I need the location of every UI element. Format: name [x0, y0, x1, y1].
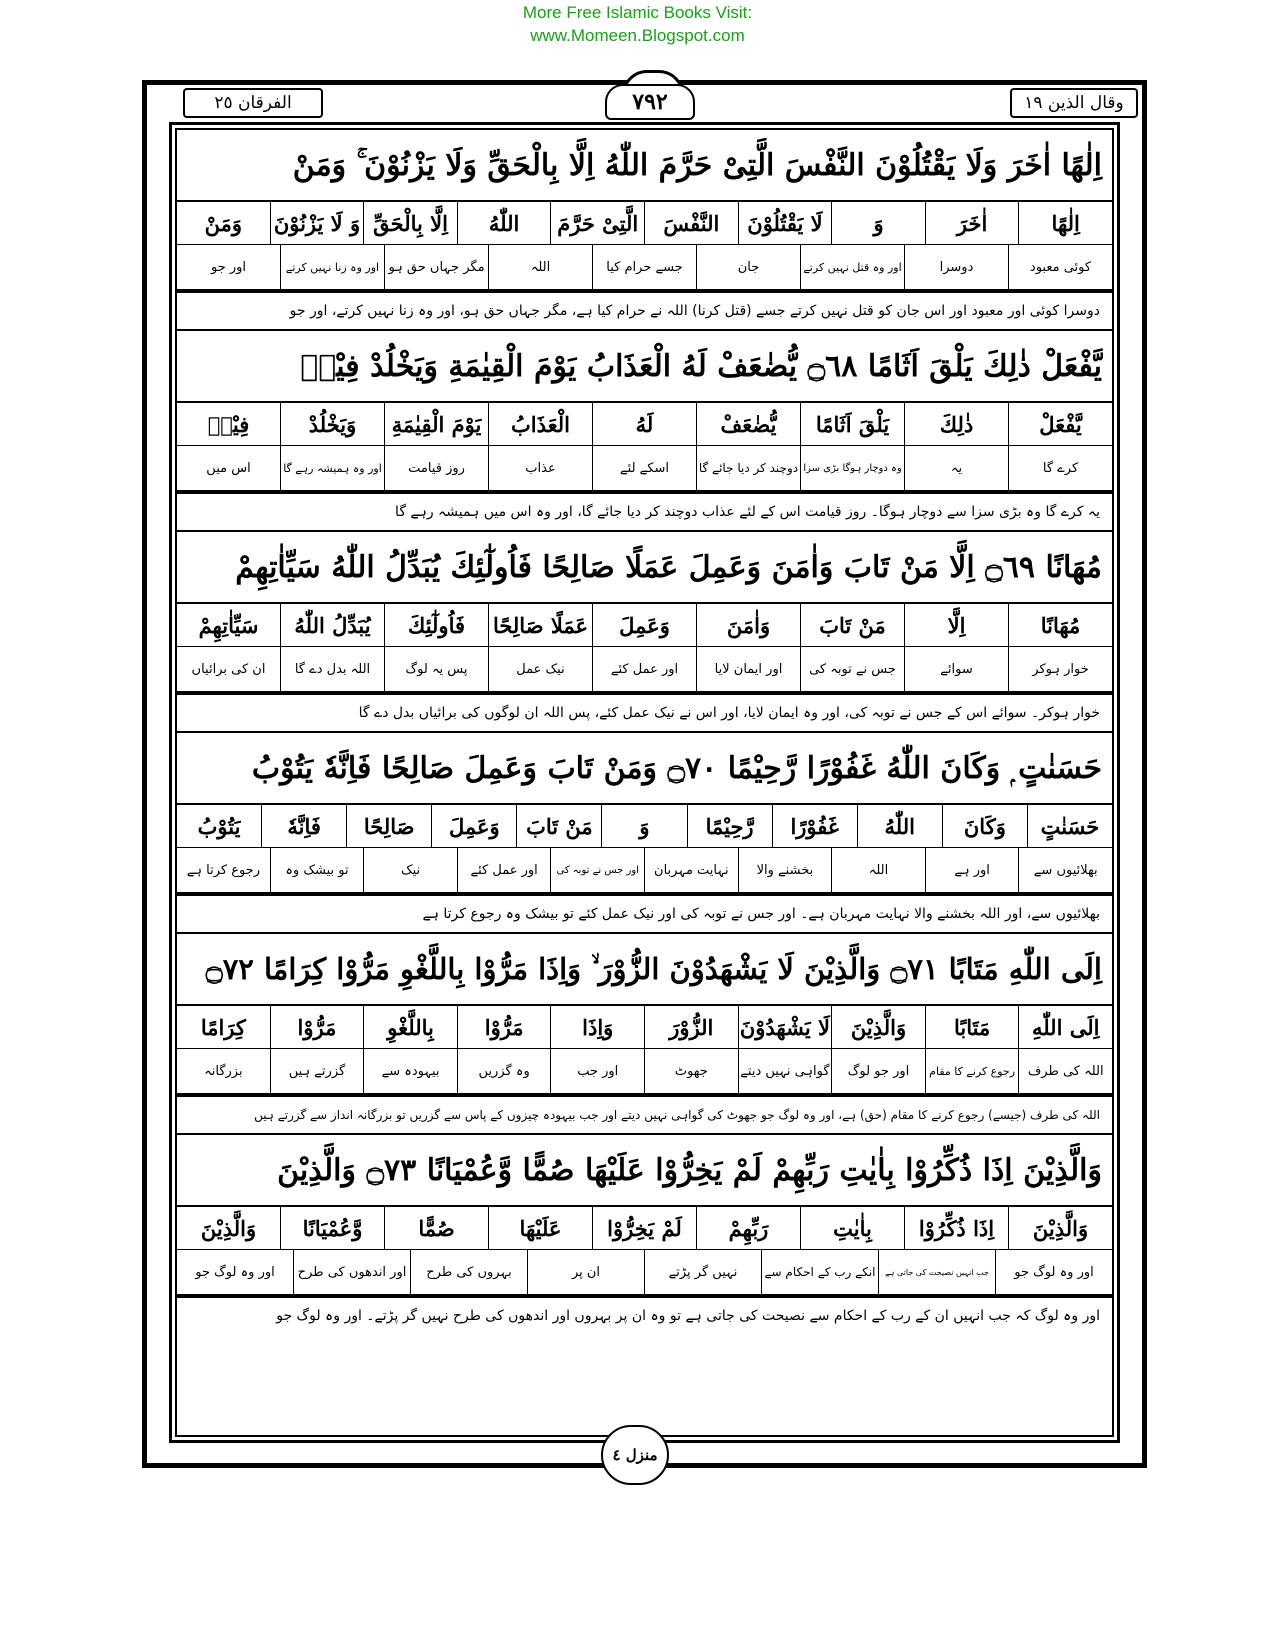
- urdu-meaning-cell: انکے رب کے احکام سے: [761, 1250, 878, 1294]
- urdu-meaning-cell: اور وہ ہمیشہ رہے گا: [280, 446, 384, 490]
- urdu-meaning-cell: جسے حرام کیا: [592, 245, 696, 289]
- arabic-word-cell: مَرُّوْا: [457, 1006, 551, 1048]
- arabic-word-cell: لَمْ يَخِرُّوْا: [592, 1207, 696, 1249]
- ayah-line: اِلٰهًا اٰخَرَ وَلَا يَقْتُلُوْنَ النَّفْسَ الَّتِىْ حَرَّمَ اللّٰهُ اِلَّا بِالْحَقِّ وَلَا يَزْنُوْنَ ۚ وَمَنْ: [177, 130, 1112, 202]
- urdu-meaning-cell: اور جس نے توبہ کی: [550, 848, 644, 892]
- arabic-word-cell: صُمًّا: [384, 1207, 488, 1249]
- manzil-badge: منزل ٤: [601, 1425, 669, 1485]
- arabic-word-cell: وَاٰمَنَ: [696, 604, 800, 646]
- arabic-word-cell: اِذَا ذُكِّرُوْا: [904, 1207, 1008, 1249]
- urdu-meaning-cell: عذاب: [488, 446, 592, 490]
- arabic-word-cell: صَالِحًا: [346, 805, 431, 847]
- urdu-meaning-cell: اور وہ زنا نہیں کرتے: [280, 245, 384, 289]
- arabic-word-cell: كِرَامًا: [200, 1014, 246, 1040]
- arabic-word-cell: اِلٰهًا: [1018, 202, 1112, 244]
- urdu-meanings-row: [177, 647, 1112, 693]
- arabic-word-cell: يَوْمَ الْقِيٰمَةِ: [384, 403, 488, 445]
- ayah-line: يَّفْعَلْ ذٰلِكَ يَلْقَ اَثَامًا ۝٦٨ يُّضٰعَفْ لَهُ الْعَذَابُ يَوْمَ الْقِيٰمَةِ وَيَخْلُدْ فِيْهٖ: [177, 331, 1112, 403]
- promo-line-1: More Free Islamic Books Visit:: [522, 3, 753, 22]
- urdu-meanings-row: [177, 848, 1112, 894]
- urdu-meaning-cell: اللہ کی طرف: [1018, 1049, 1112, 1093]
- urdu-meanings-row: [177, 1250, 1112, 1296]
- arabic-word-cell: اللّٰهُ: [857, 805, 942, 847]
- arabic-word-cell: سَيِّاٰتِهِمْ: [198, 612, 259, 638]
- arabic-word-cell: بِاللَّغْوِ: [363, 1006, 457, 1048]
- arabic-words-row: [177, 604, 1112, 647]
- urdu-meanings-row: [177, 245, 1112, 291]
- arabic-word-cell: فَاُولٰٓئِكَ: [384, 604, 488, 646]
- urdu-meaning-cell: جس نے توبہ کی: [800, 647, 904, 691]
- arabic-word-cell: فَاِنَّهٗ: [261, 805, 346, 847]
- arabic-word-cell: مَنْ تَابَ: [516, 805, 601, 847]
- urdu-meaning-cell: اسکے لئے: [592, 446, 696, 490]
- urdu-meaning-cell: اور وہ لوگ جو: [995, 1250, 1112, 1294]
- arabic-word-cell: وَكَانَ: [942, 805, 1027, 847]
- urdu-meaning-cell: سوائے: [904, 647, 1008, 691]
- arabic-word-cell: يَتُوْبُ: [197, 813, 241, 839]
- arabic-word-cell: مَنْ تَابَ: [800, 604, 904, 646]
- arabic-word-cell: عَلَيْهَا: [488, 1207, 592, 1249]
- urdu-meaning-cell: بھلائیوں سے: [1018, 848, 1112, 892]
- urdu-meaning-cell: دوچند کر دیا جائے گا: [696, 446, 800, 490]
- urdu-meaning-cell: خوار ہوکر: [1008, 647, 1112, 691]
- arabic-words-row: [177, 1207, 1112, 1250]
- arabic-word-cell: وَالَّذِيْنَ: [200, 1215, 257, 1241]
- urdu-meaning-cell: تو بیشک وہ: [270, 848, 364, 892]
- urdu-meaning-cell: اور اندھوں کی طرح: [293, 1250, 410, 1294]
- page-number: ٧٩٢: [605, 84, 695, 120]
- urdu-meaning-cell: روز قیامت: [384, 446, 488, 490]
- urdu-meaning-cell: نہیں گر پڑتے: [644, 1250, 761, 1294]
- promo-line-2[interactable]: www.Momeen.Blogspot.com: [530, 26, 745, 45]
- urdu-translation-line: یہ کرے گا وہ بڑی سزا سے دوچار ہوگا۔ روز قیامت اس کے لئے عذاب دوچند کر دیا جائے گا، اور وہ اس میں ہمیشہ رہے گا: [177, 494, 1112, 532]
- arabic-word-cell: وَاِذَا: [550, 1006, 644, 1048]
- urdu-meaning-cell: نیک: [363, 848, 457, 892]
- arabic-word-cell: وَمَنْ: [204, 210, 243, 236]
- arabic-word-cell: غَفُوْرًا: [772, 805, 857, 847]
- arabic-word-cell: وَعَمِلَ: [592, 604, 696, 646]
- urdu-translation-line: بھلائیوں سے، اور اللہ بخشنے والا نہایت مہربان ہے۔ اور جس نے توبہ کی اور نیک عمل کئے تو بیشک وہ رجوع کرتا ہے: [177, 896, 1112, 934]
- arabic-word-cell: وَ: [831, 202, 925, 244]
- urdu-meaning-cell: دوسرا: [904, 245, 1008, 289]
- arabic-word-cell: مُهَانًا: [1008, 604, 1112, 646]
- arabic-word-cell: لَهُ: [592, 403, 696, 445]
- arabic-words-row: [177, 202, 1112, 245]
- arabic-word-cell: وَ لَا يَزْنُوْنَ: [270, 202, 364, 244]
- arabic-word-cell: ذٰلِكَ: [904, 403, 1008, 445]
- arabic-word-cell: وَ: [601, 805, 686, 847]
- arabic-words-row: [177, 1006, 1112, 1049]
- urdu-meaning-cell: کرے گا: [1008, 446, 1112, 490]
- arabic-word-cell: يُّضٰعَفْ: [696, 403, 800, 445]
- urdu-meaning-cell: بزرگانہ: [204, 1063, 243, 1079]
- urdu-meaning-cell: رجوع کرتا ہے: [186, 862, 260, 878]
- ayah-line: حَسَنٰتٍ ۭ وَكَانَ اللّٰهُ غَفُوْرًا رَّحِيْمًا ۝٧٠ وَمَنْ تَابَ وَعَمِلَ صَالِحًا فَاِنَّهٗ يَتُوْبُ: [177, 733, 1112, 805]
- urdu-meaning-cell: جب انہیں نصیحت کی جاتی ہے: [878, 1250, 995, 1294]
- urdu-meaning-cell: اور وہ قتل نہیں کرتے: [800, 245, 904, 289]
- arabic-word-cell: لَا يَقْتُلُوْنَ: [738, 202, 832, 244]
- urdu-meaning-cell: گواہی نہیں دیتے: [738, 1049, 832, 1093]
- urdu-meaning-cell: اور عمل کئے: [457, 848, 551, 892]
- urdu-translation-line: خوار ہوکر۔ سوائے اس کے جس نے توبہ کی، اور وہ ایمان لایا، اور اس نے نیک عمل کئے، پس اللہ ان لوگوں کی برائیاں بدل دے گا: [177, 695, 1112, 733]
- arabic-word-cell: حَسَنٰتٍ: [1027, 805, 1112, 847]
- arabic-word-cell: رَّحِيْمًا: [687, 805, 772, 847]
- urdu-meaning-cell: اور وہ لوگ جو: [195, 1264, 275, 1280]
- urdu-meaning-cell: ان پر: [527, 1250, 644, 1294]
- urdu-meaning-cell: اللہ بدل دے گا: [280, 647, 384, 691]
- word-meaning-grid: [177, 1207, 1112, 1298]
- urdu-translation-line: اللہ کی طرف (جیسے) رجوع کرنے کا مقام (حق) ہے، اور وہ لوگ جو جھوٹ کی گواہی نہیں دیتے اور جب بیہودہ چیزوں کے پاس سے گزریں تو بزرگانہ انداز سے گزرتے ہیں: [177, 1097, 1112, 1135]
- urdu-meaning-cell: اللہ: [488, 245, 592, 289]
- word-meaning-grid: [177, 403, 1112, 494]
- arabic-word-cell: يُبَدِّلُ اللّٰهُ: [280, 604, 384, 646]
- urdu-meaning-cell: نہایت مہربان: [644, 848, 738, 892]
- word-meaning-grid: [177, 1006, 1112, 1097]
- arabic-word-cell: وَالَّذِيْنَ: [1008, 1207, 1112, 1249]
- arabic-word-cell: وَالَّذِيْنَ: [831, 1006, 925, 1048]
- arabic-words-row: [177, 805, 1112, 848]
- ayah-line: اِلَى اللّٰهِ مَتَابًا ۝٧١ وَالَّذِيْنَ لَا يَشْهَدُوْنَ الزُّوْرَ ۙ وَاِذَا مَرُّوْا بِاللَّغْوِ مَرُّوْا كِرَامًا ۝٧٢: [177, 934, 1112, 1006]
- word-meaning-grid: [177, 202, 1112, 293]
- arabic-word-cell: وَيَخْلُدْ: [280, 403, 384, 445]
- urdu-meaning-cell: اللہ: [831, 848, 925, 892]
- arabic-word-cell: وَّعُمْيَانًا: [280, 1207, 384, 1249]
- arabic-word-cell: اٰخَرَ: [925, 202, 1019, 244]
- urdu-meaning-cell: بخشنے والا: [738, 848, 832, 892]
- urdu-meaning-cell: ان کی برائیاں: [191, 661, 266, 677]
- urdu-meaning-cell: وہ گزریں: [457, 1049, 551, 1093]
- arabic-word-cell: مَرُّوْا: [270, 1006, 364, 1048]
- arabic-word-cell: وَعَمِلَ: [431, 805, 516, 847]
- urdu-meaning-cell: گزرتے ہیں: [270, 1049, 364, 1093]
- arabic-word-cell: يَّفْعَلْ: [1008, 403, 1112, 445]
- arabic-word-cell: الزُّوْرَ: [644, 1006, 738, 1048]
- urdu-meaning-cell: کوئی معبود: [1008, 245, 1112, 289]
- urdu-meaning-cell: بہروں کی طرح: [410, 1250, 527, 1294]
- arabic-words-row: [177, 403, 1112, 446]
- urdu-meaning-cell: مگر جہاں حق ہو: [384, 245, 488, 289]
- arabic-word-cell: اِلَّا بِالْحَقِّ: [363, 202, 457, 244]
- urdu-meaning-cell: نیک عمل: [488, 647, 592, 691]
- ayah-line: وَالَّذِيْنَ اِذَا ذُكِّرُوْا بِاٰيٰتِ رَبِّهِمْ لَمْ يَخِرُّوْا عَلَيْهَا صُمًّا وَّعُمْيَانًا ۝٧٣ وَالَّذِيْنَ: [177, 1135, 1112, 1207]
- urdu-meanings-row: [177, 1049, 1112, 1095]
- urdu-meaning-cell: اور عمل کئے: [592, 647, 696, 691]
- urdu-meaning-cell: وہ دوچار ہوگا بڑی سزا: [800, 446, 904, 490]
- arabic-word-cell: الْعَذَابُ: [488, 403, 592, 445]
- arabic-word-cell: الَّتِىْ حَرَّمَ: [550, 202, 644, 244]
- urdu-meaning-cell: اور ہے: [925, 848, 1019, 892]
- arabic-word-cell: عَمَلًا صَالِحًا: [488, 604, 592, 646]
- quran-content: [177, 130, 1112, 1334]
- word-meaning-grid: [177, 805, 1112, 896]
- arabic-word-cell: رَبِّهِمْ: [696, 1207, 800, 1249]
- arabic-word-cell: اِلَى اللّٰهِ: [1018, 1006, 1112, 1048]
- juz-name-label: وقال الذين ١٩: [1010, 88, 1138, 118]
- arabic-word-cell: فِيْهٖ: [207, 411, 250, 437]
- arabic-word-cell: النَّفْسَ: [644, 202, 738, 244]
- urdu-meaning-cell: جھوٹ: [644, 1049, 738, 1093]
- urdu-meaning-cell: اور جو لوگ: [831, 1049, 925, 1093]
- urdu-meaning-cell: پس یہ لوگ: [384, 647, 488, 691]
- surah-name-label: الفرقان ٢٥: [183, 88, 323, 118]
- arabic-word-cell: بِاٰيٰتِ: [800, 1207, 904, 1249]
- urdu-meanings-row: [177, 446, 1112, 492]
- urdu-meaning-cell: رجوع کرنے کا مقام: [925, 1049, 1019, 1093]
- ayah-line: مُهَانًا ۝٦٩ اِلَّا مَنْ تَابَ وَاٰمَنَ وَعَمِلَ عَمَلًا صَالِحًا فَاُولٰٓئِكَ يُبَدِّلُ اللّٰهُ سَيِّاٰتِهِمْ: [177, 532, 1112, 604]
- urdu-meaning-cell: اس میں: [206, 460, 251, 476]
- urdu-translation-line: دوسرا کوئی اور معبود اور اس جان کو قتل نہیں کرتے جسے (قتل کرنا) اللہ نے حرام کیا ہے، مگر جہاں حق ہو، اور وہ زنا نہیں کرتے، اور جو: [177, 293, 1112, 331]
- urdu-meaning-cell: اور جو: [210, 259, 247, 275]
- urdu-meaning-cell: یہ: [904, 446, 1008, 490]
- arabic-word-cell: يَلْقَ اَثَامًا: [800, 403, 904, 445]
- arabic-word-cell: لَا يَشْهَدُوْنَ: [738, 1006, 832, 1048]
- arabic-word-cell: مَتَابًا: [925, 1006, 1019, 1048]
- urdu-meaning-cell: جان: [696, 245, 800, 289]
- urdu-meaning-cell: بیہودہ سے: [363, 1049, 457, 1093]
- word-meaning-grid: [177, 604, 1112, 695]
- urdu-translation-line: اور وہ لوگ کہ جب انہیں ان کے رب کے احکام سے نصیحت کی جاتی ہے تو وہ ان پر بہروں اور اندھوں کی طرح نہیں گر پڑتے۔ اور وہ لوگ جو: [276, 1308, 1100, 1324]
- urdu-meaning-cell: اور جب: [550, 1049, 644, 1093]
- urdu-meaning-cell: اور ایمان لایا: [696, 647, 800, 691]
- arabic-word-cell: اللّٰهُ: [457, 202, 551, 244]
- arabic-word-cell: اِلَّا: [904, 604, 1008, 646]
